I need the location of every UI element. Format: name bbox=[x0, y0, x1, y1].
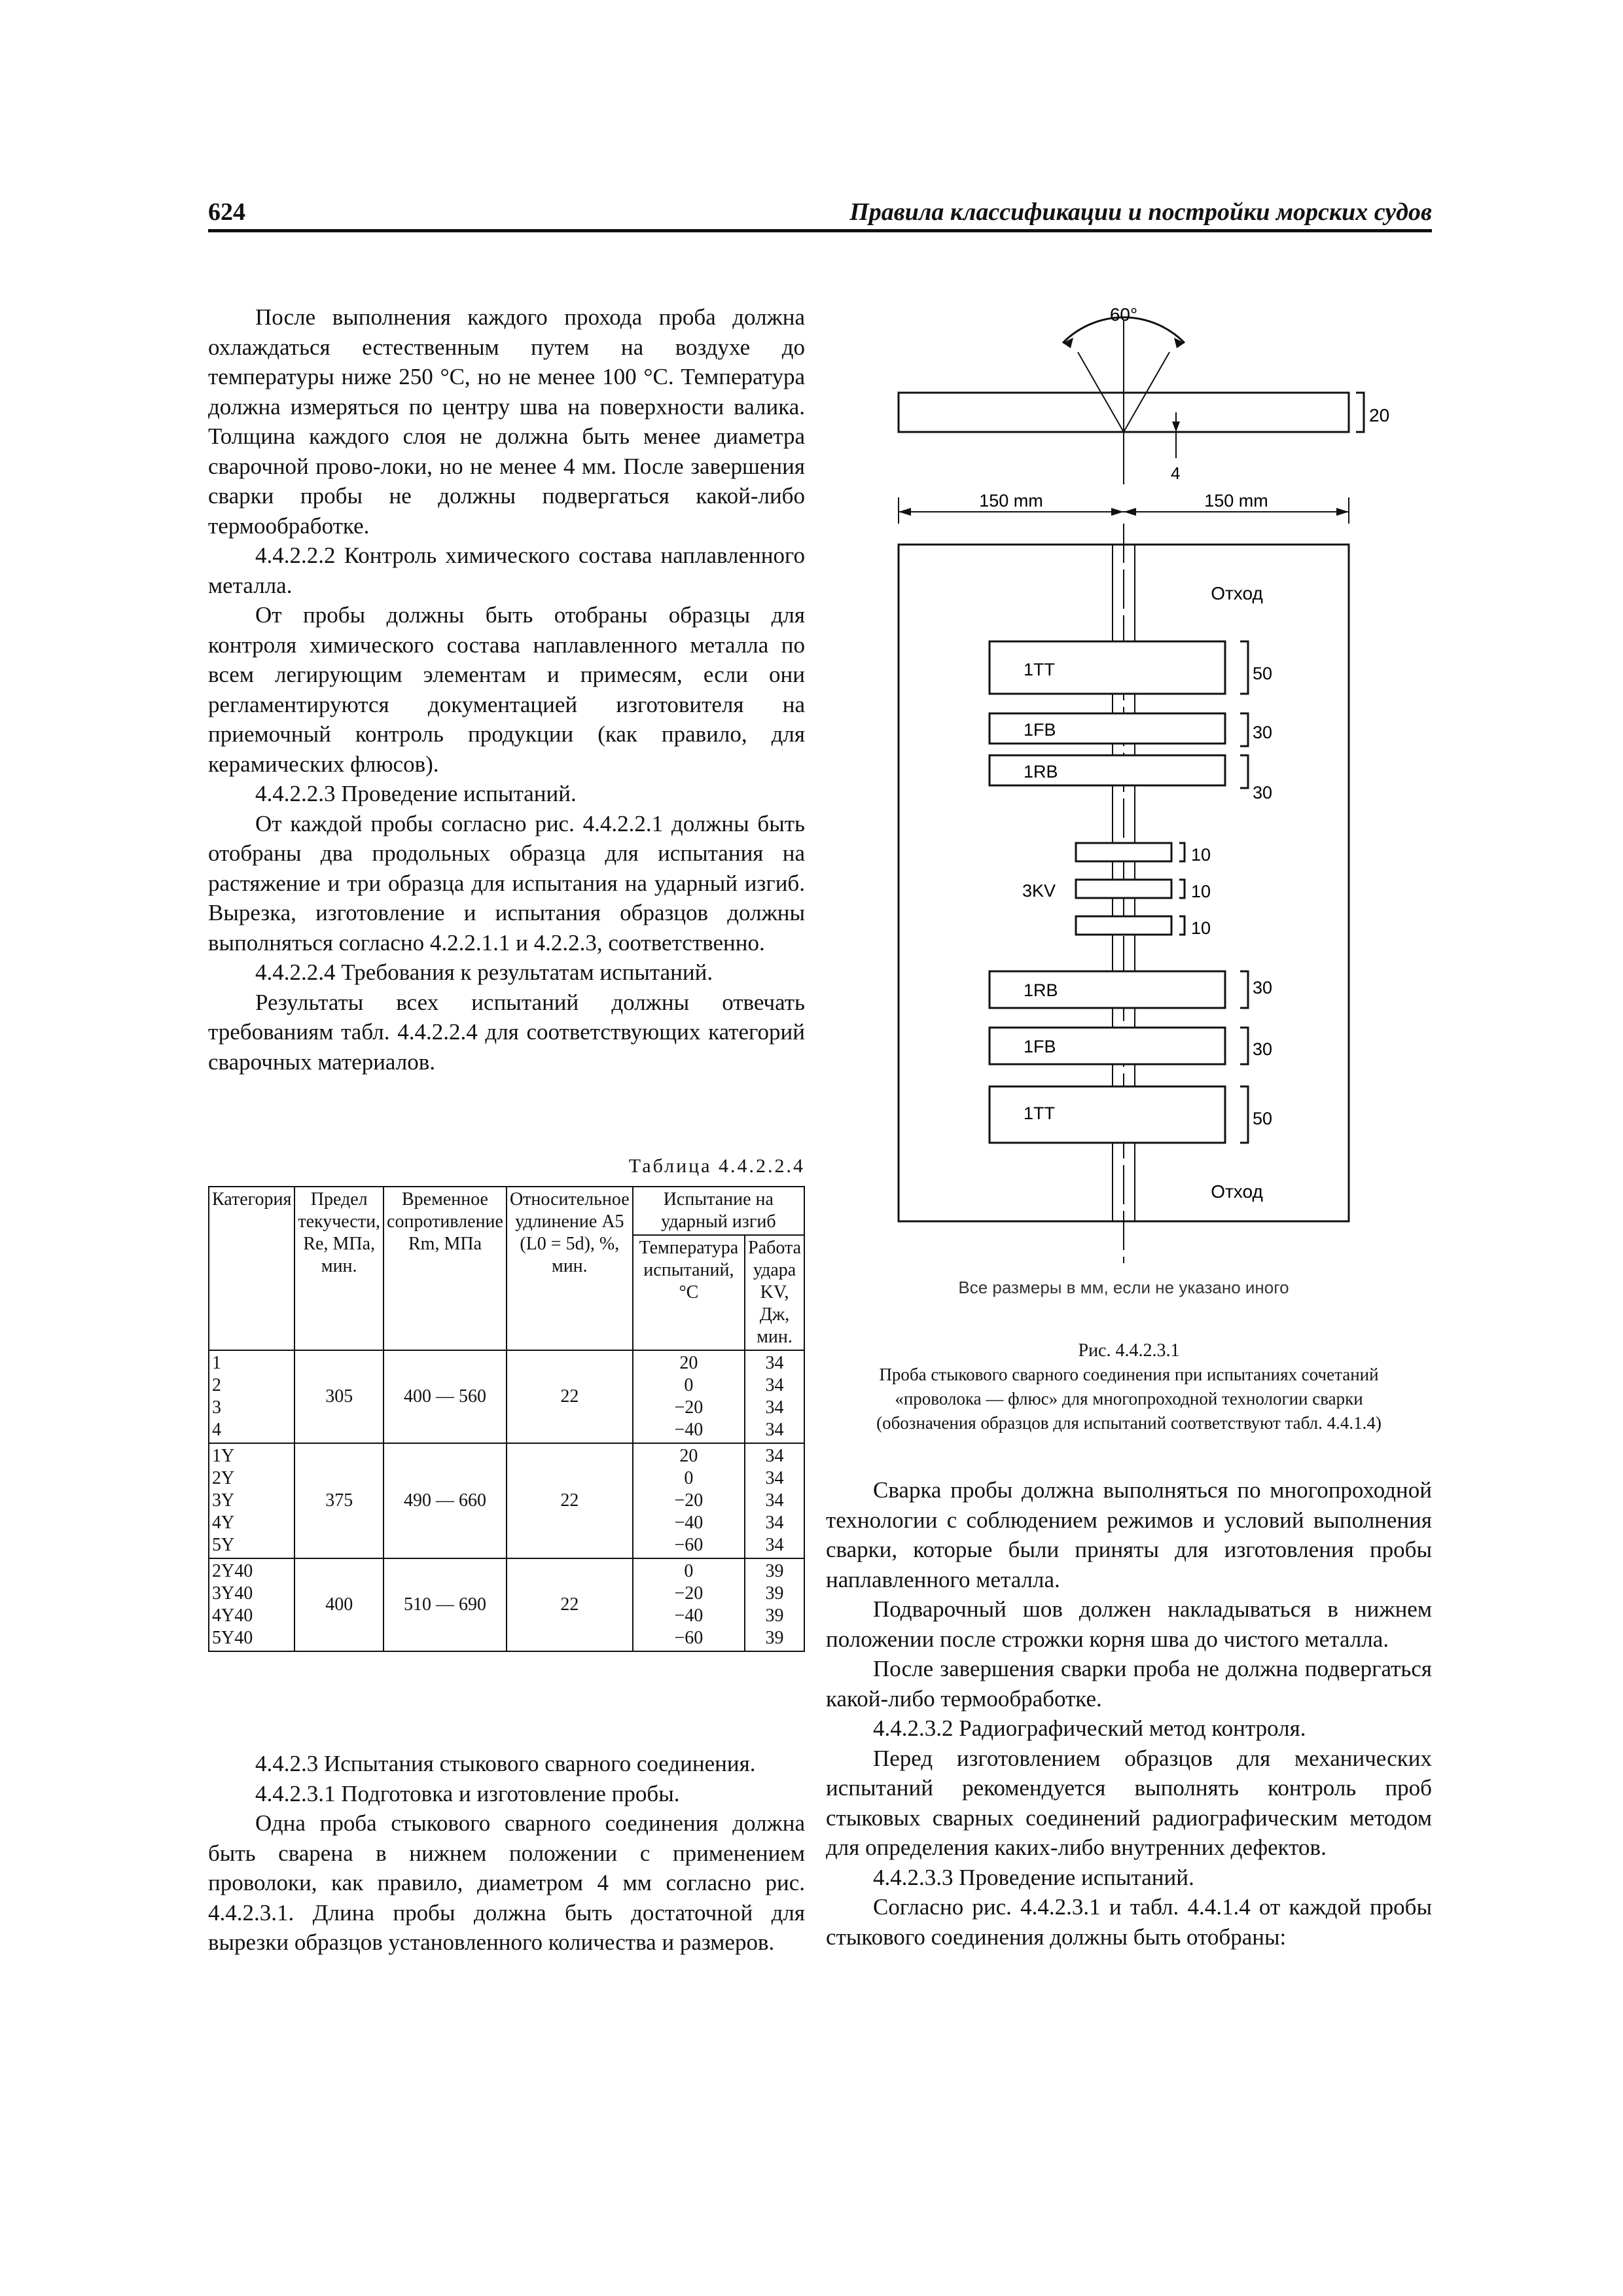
specimen-dim: 10 bbox=[1191, 845, 1211, 865]
header-tensile: Временное сопротивление Rm, МПа bbox=[383, 1187, 507, 1350]
category-cell-value: 3Y40 bbox=[212, 1583, 253, 1604]
category-cell-value: 2Y bbox=[212, 1468, 235, 1488]
temperature-cell-value: −60 bbox=[674, 1628, 704, 1648]
paragraph: Перед изготовлением образцов для механических испытаний рекомендуется выполнять контроль проб стыковых сварных соединений радиографическим методом для определения каких-либо внутренних дефектов. bbox=[826, 1745, 1432, 1860]
category-cell-value: 1 bbox=[212, 1353, 221, 1373]
waste-label-top: Отход bbox=[1211, 583, 1263, 603]
table-row bbox=[209, 1558, 804, 1651]
specimen-label: 1TT bbox=[1024, 1103, 1056, 1123]
specimen-label: 3KV bbox=[1022, 881, 1056, 901]
category-cell-value: 3 bbox=[212, 1397, 221, 1418]
header-rule bbox=[208, 229, 1432, 232]
table-row bbox=[209, 1443, 804, 1558]
energy-cell-value: 34 bbox=[765, 1375, 784, 1395]
header-elongation: Относительное удлинение A5 (L0 = 5d), %, мин. bbox=[507, 1187, 633, 1350]
category-cell-value: 4Y bbox=[212, 1513, 235, 1533]
yield-cell: 400 bbox=[294, 1558, 383, 1651]
angle-label: 60° bbox=[1109, 304, 1138, 325]
temperature-cell bbox=[633, 1350, 745, 1443]
category-cell bbox=[209, 1350, 294, 1443]
energy-cell-value: 39 bbox=[765, 1605, 784, 1626]
paragraph: Одна проба стыкового сварного соединения должна быть сварена в нижнем положении с применением проволоки, как правило, диаметром 4 мм согласно рис. 4.4.2.3.1. Длина пробы должна быть достаточной для вырезки образцов установленного количества и размеров. bbox=[208, 1810, 805, 1955]
width-left-label: 150 mm bbox=[979, 491, 1043, 511]
thickness-label: 20 bbox=[1369, 405, 1390, 425]
specimen-label: 1RB bbox=[1024, 980, 1058, 1000]
paragraph: Сварка пробы должна выполняться по многопроходной технологии с соблюдением режимов и условий выполнения сварки, которые были приняты для изготовления пробы наплавленного металла. bbox=[826, 1477, 1432, 1592]
specimen-dim: 30 bbox=[1253, 978, 1273, 997]
temperature-cell-value: 0 bbox=[684, 1375, 694, 1395]
energy-cell-value: 39 bbox=[765, 1583, 784, 1604]
tensile-cell: 400 — 560 bbox=[383, 1350, 507, 1443]
category-cell-value: 5Y40 bbox=[212, 1628, 253, 1648]
energy-cell bbox=[745, 1443, 804, 1558]
category-cell-value: 2Y40 bbox=[212, 1561, 253, 1581]
table-caption: Таблица 4.4.2.2.4 bbox=[628, 1155, 805, 1177]
paragraph: Результаты всех испытаний должны отвечать требованиям табл. 4.4.2.2.4 для соответствующих категорий сварочных материалов. bbox=[208, 989, 805, 1075]
energy-cell-value: 34 bbox=[765, 1535, 784, 1555]
specimen-kv-1 bbox=[1076, 843, 1171, 861]
energy-cell-value: 39 bbox=[765, 1628, 784, 1648]
energy-cell-value: 34 bbox=[765, 1397, 784, 1418]
temperature-cell-value: −20 bbox=[674, 1583, 704, 1604]
category-cell-value: 5Y bbox=[212, 1535, 235, 1555]
energy-cell-value: 34 bbox=[765, 1420, 784, 1440]
figure-caption-line: «проволока — флюс» для многопроходной технологии сварки bbox=[895, 1389, 1363, 1408]
specimen-label: 1FB bbox=[1024, 1037, 1056, 1056]
category-cell bbox=[209, 1558, 294, 1651]
specimen-dim: 50 bbox=[1253, 664, 1273, 683]
figure-caption-line: (обозначения образцов для испытаний соответствуют табл. 4.4.1.4) bbox=[876, 1413, 1382, 1433]
specimen-kv-2 bbox=[1076, 880, 1171, 898]
paragraph: От каждой пробы согласно рис. 4.4.2.2.1 должны быть отобраны два продольных образца для испытания на растяжение и три образца для испытания на ударный изгиб. Вырезка, изготовление и испытания образцов должны выполняться согласно 4.2.2.1.1 и 4.2.2.3, соответственно. bbox=[208, 810, 805, 956]
table-row bbox=[209, 1350, 804, 1443]
header-temperature: Температура испытаний, °С bbox=[633, 1235, 745, 1350]
temperature-cell bbox=[633, 1558, 745, 1651]
category-cell-value: 2 bbox=[212, 1375, 221, 1395]
dimensions-note: Все размеры в мм, если не указано иного bbox=[958, 1278, 1289, 1297]
specimen-label: 1RB bbox=[1024, 762, 1058, 781]
root-label: 4 bbox=[1171, 463, 1181, 483]
page-number: 624 bbox=[208, 198, 245, 226]
requirements-table bbox=[208, 1186, 805, 1652]
elongation-cell: 22 bbox=[507, 1350, 633, 1443]
running-title: Правила классификации и постройки морских судов bbox=[849, 198, 1432, 226]
specimen-dim: 30 bbox=[1253, 723, 1273, 742]
header-impact: Испытание на ударный изгиб bbox=[633, 1187, 804, 1235]
width-right-label: 150 mm bbox=[1204, 491, 1268, 511]
paragraph: 4.4.2.2.3 Проведение испытаний. bbox=[255, 781, 577, 806]
temperature-cell-value: 20 bbox=[679, 1446, 698, 1466]
temperature-cell-value: 0 bbox=[684, 1468, 694, 1488]
category-cell-value: 3Y bbox=[212, 1490, 235, 1511]
temperature-cell-value: −40 bbox=[674, 1605, 704, 1626]
temperature-cell-value: −40 bbox=[674, 1420, 704, 1440]
temperature-cell-value: 20 bbox=[679, 1353, 698, 1373]
energy-cell-value: 34 bbox=[765, 1490, 784, 1511]
elongation-cell: 22 bbox=[507, 1443, 633, 1558]
energy-cell-value: 34 bbox=[765, 1468, 784, 1488]
right-column-text bbox=[826, 1475, 1432, 1952]
energy-cell bbox=[745, 1558, 804, 1651]
temperature-cell bbox=[633, 1443, 745, 1558]
paragraph: 4.4.2.3.1 Подготовка и изготовление пробы. bbox=[255, 1780, 680, 1806]
paragraph: Согласно рис. 4.4.2.3.1 и табл. 4.4.1.4 от каждой пробы стыкового соединения должны быть отобраны: bbox=[826, 1894, 1432, 1950]
category-cell-value: 4 bbox=[212, 1420, 221, 1440]
specimen-dim: 50 bbox=[1253, 1109, 1273, 1128]
specimen-dim: 30 bbox=[1253, 783, 1273, 802]
specimen-dim: 10 bbox=[1191, 882, 1211, 901]
paragraph: 4.4.2.2.2 Контроль химического состава наплавленного металла. bbox=[208, 543, 805, 598]
paragraph: После выполнения каждого прохода проба должна охлаждаться естественным путем на воздухе до температуры ниже 250 °С, но не менее 100 °С. Температура должна измеряться по центру шва на поверхности валика. Толщина каждого слоя не должна быть менее диаметра сварочной прово-локи, но не менее 4 мм. После завершения сварки пробы не должны подвергаться какой-либо термообработке. bbox=[208, 304, 805, 539]
left-column-bottom bbox=[208, 1749, 805, 1958]
tensile-cell: 510 — 690 bbox=[383, 1558, 507, 1651]
temperature-cell-value: −20 bbox=[674, 1490, 704, 1511]
specimen-dim: 10 bbox=[1191, 918, 1211, 938]
header-energy: Работа удара KV, Дж, мин. bbox=[745, 1235, 804, 1350]
energy-cell-value: 34 bbox=[765, 1446, 784, 1466]
temperature-cell-value: −20 bbox=[674, 1397, 704, 1418]
elongation-cell: 22 bbox=[507, 1558, 633, 1651]
specimen-dim: 30 bbox=[1253, 1039, 1273, 1059]
header-category: Категория bbox=[209, 1187, 294, 1350]
energy-cell-value: 34 bbox=[765, 1353, 784, 1373]
energy-cell-value: 39 bbox=[765, 1561, 784, 1581]
paragraph: Подварочный шов должен накладываться в нижнем положении после строжки корня шва до чистого металла. bbox=[826, 1596, 1432, 1652]
yield-cell: 375 bbox=[294, 1443, 383, 1558]
paragraph: 4.4.2.3.3 Проведение испытаний. bbox=[873, 1864, 1194, 1890]
temperature-cell-value: 0 bbox=[684, 1561, 694, 1581]
category-cell-value: 1Y bbox=[212, 1446, 235, 1466]
category-cell bbox=[209, 1443, 294, 1558]
figure-caption-line: Проба стыкового сварного соединения при испытаниях сочетаний bbox=[879, 1365, 1379, 1384]
paragraph: От пробы должны быть отобраны образцы для контроля химического состава наплавленного металла по всем легирующим элементам и примесям, если они регламентируются документацией изготовителя на приемочный контроль продукции (как правило, для керамических флюсов). bbox=[208, 602, 805, 777]
energy-cell-value: 34 bbox=[765, 1513, 784, 1533]
header-yield: Предел текучести, Re, МПа, мин. bbox=[294, 1187, 383, 1350]
paragraph: После завершения сварки проба не должна подвергаться какой-либо термообработке. bbox=[826, 1656, 1432, 1712]
temperature-cell-value: −60 bbox=[674, 1535, 704, 1555]
paragraph: 4.4.2.3 Испытания стыкового сварного соединения. bbox=[255, 1751, 756, 1776]
paragraph: 4.4.2.3.2 Радиографический метод контроля. bbox=[873, 1715, 1306, 1741]
figure-caption bbox=[826, 1338, 1432, 1435]
specimen-label: 1FB bbox=[1024, 720, 1056, 740]
category-cell-value: 4Y40 bbox=[212, 1605, 253, 1626]
temperature-cell-value: −40 bbox=[674, 1513, 704, 1533]
energy-cell bbox=[745, 1350, 804, 1443]
specimen-label: 1TT bbox=[1024, 660, 1056, 679]
paragraph: 4.4.2.2.4 Требования к результатам испытаний. bbox=[255, 960, 713, 985]
specimen-kv-3 bbox=[1076, 916, 1171, 935]
waste-label-bottom: Отход bbox=[1211, 1181, 1263, 1202]
tensile-cell: 490 — 660 bbox=[383, 1443, 507, 1558]
figure-number: Рис. 4.4.2.3.1 bbox=[1078, 1340, 1180, 1361]
left-column-top bbox=[208, 302, 805, 1077]
butt-weld-test-figure bbox=[826, 301, 1432, 1322]
yield-cell: 305 bbox=[294, 1350, 383, 1443]
